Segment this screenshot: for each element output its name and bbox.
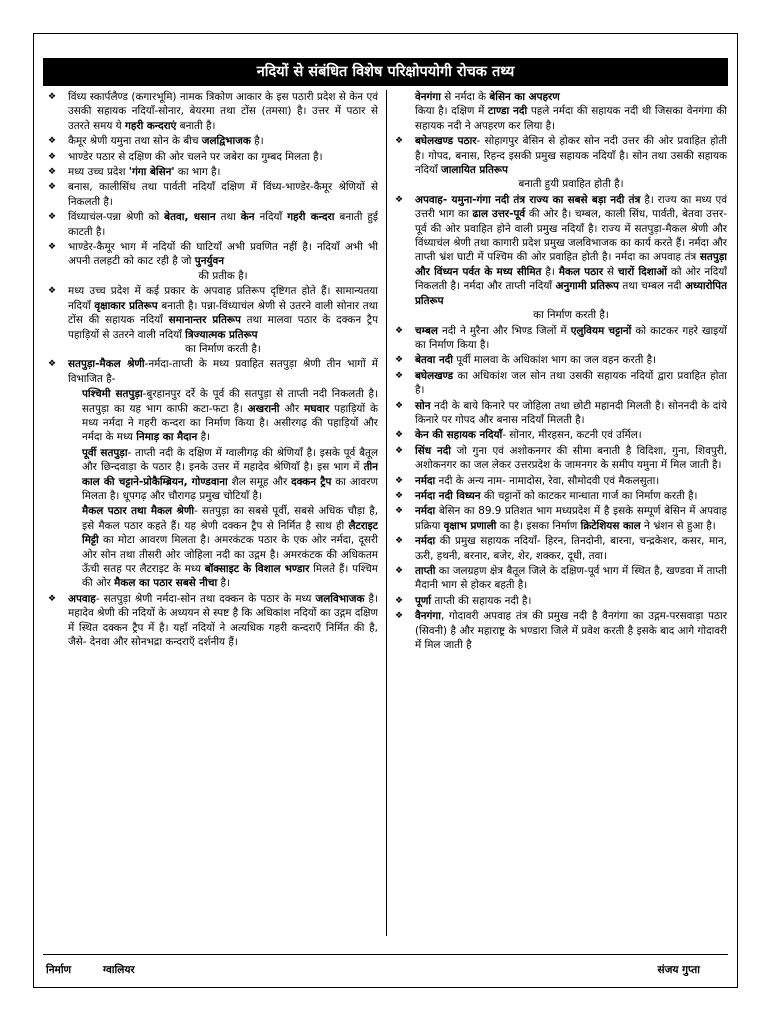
bullet-icon: ❖ (395, 194, 404, 205)
bullet-icon: ❖ (395, 325, 404, 336)
left-column (46, 90, 378, 936)
footer-city: ग्वालियर (103, 964, 135, 976)
list-item: ❖ बघेलखण्ड पठार- सोहागपुर बेसिन से होकर सोन नदी उत्तर की ओर प्रवाहित होती है। गोपद, बनास, रिहन्द इसकी प्रमुख सहायक नदियाँ है। सोन तथा उसकी सहायक नदियाँ जालायित प्रतिरूप बनाती हुयी प्रवाहित होती है। (395, 135, 727, 191)
list-item: ❖ पूर्णा ताप्ती की सहायक नदी है। (395, 594, 532, 607)
bullet-icon: ❖ (395, 370, 404, 381)
column-divider (386, 90, 387, 936)
footer (46, 963, 728, 981)
list-item: ❖ सतपुड़ा-मैकल श्रेणी-नर्मदा-ताप्ती के मध्य प्रवाहित सतपुड़ा श्रेणी तीन भागों में विभाजित है- (48, 358, 378, 385)
bullet-icon: ❖ (395, 536, 404, 547)
right-column (393, 90, 727, 936)
bullet-icon: ❖ (395, 400, 404, 411)
bullet-icon: ❖ (48, 151, 57, 162)
list-item: ❖ नर्मदा नदी विध्यन की चट्टानों को काटकर मान्धाता गार्ज का निर्माण करती है। (395, 489, 698, 502)
bullet-icon: ❖ (395, 445, 404, 456)
bullet-icon: ❖ (395, 506, 404, 517)
bullet-icon: ❖ (48, 212, 57, 223)
footer-label: निर्माण (46, 964, 72, 976)
bullet-icon: ❖ (48, 359, 57, 370)
list-item: वेनगंगा से नर्मदा के बेसिन का अपहरण किया है। दक्षिण में टाण्डा नदी पहले नर्मदा की सहायक नदी थी जिसका वेनगंगा की सहायक नदी ने अपहरण कर लिया है। (415, 91, 727, 132)
list-item: ❖ नर्मदा की प्रमुख सहायक नदियाँ- हिरन, तिनदोनी, बारना, चन्द्रकेशर, कसर, मान, ऊरी, हथनी, बरनार, बजेर, शेर, शक्कर, दूधी, तवा। (395, 535, 727, 562)
sub-item: पूर्वी सतपुड़ा- ताप्ती नदी के दक्षिण में ग्वालीगढ़ की श्रेणियाँ है। इसके पूर्व बैतूल और छिन्दवाड़ा के पठार है। इनके उत्तर में महादेव श्रेणियाँ है। इस भाग में तीन काल की चट्टाने-प्रोकैम्ब्रियन, गोण्डवाना शैल समूह और दक्कन ट्रैप का आवरण मिलता है। धूपगढ़ और चौरागढ़ प्रमुख चोटियाँ है। (82, 446, 378, 502)
footer-author: संजय गुप्ता (657, 964, 700, 976)
bullet-icon: ❖ (48, 286, 57, 297)
bullet-icon: ❖ (395, 355, 404, 366)
list-item: ❖ अपवाह- सतपुड़ा श्रेणी नर्मदा-सोन तथा दक्कन के पठार के मध्य जलविभाजक है। महादेव श्रेणी की नदियों के अध्ययन से स्पष्ट है कि अधिकांश नदियों का उद्गम दक्षिण में स्थित दक्कन ट्रैप में है। यहाँ नदियों ने अत्यधिक गहरी कन्दराएँ निर्मित की है, जैसे- देनवा और सोनभद्रा कन्दराएँ दर्शनीय हैं। (48, 592, 378, 649)
bullet-icon: ❖ (48, 182, 57, 193)
bullet-icon: ❖ (395, 430, 404, 441)
sub-item: मैकल पठार तथा मैकल श्रेणी- सतपुड़ा का सबसे पूर्वी, सबसे अधिक चौड़ा है, इसे मैकल पठार कहते हैं। यह श्रेणी दक्कन ट्रैप से निर्मित है साथ ही लैटराइट मिट्टी का मोटा आवरण मिलता है। अमरकंटक पठार के एक ओर नर्मदा, दूसरी ओर सोन तथा तीसरी ओर जोहिला नदी का उद्गम है। अमरकंटक की अधिकतम ऊँची सतह पर लैटराइट के मध्य बॉक्साइट के विशाल भण्डार मिलते हैं। पश्चिम की ओर मैकल का पठार सबसे नीचा है। (82, 505, 378, 590)
list-item: ❖ विंध्य स्कार्पलैण्ड (कगारभूमि) नामक त्रिकोण आकार के इस पठारी प्रदेश से केन एवं उसकी सहायक नदियाँ-सोनार, बेयरमा तथा टोंस (तमसा) है। उत्तर में पठार से उतरते समय ये गहरी कन्दराएं बनाती है। (48, 91, 378, 132)
list-item: ❖ नर्मदा बेसिन का 89.9 प्रतिशत भाग मध्यप्रदेश में है इसके सम्पूर्ण बेसिन में अपवाह प्रक्रिया वृक्षाभ प्रणाली का है। इसका निर्माण क्रिटेशियस काल ने भ्रंशन से हुआ है। (395, 505, 727, 532)
list-item: ❖ सोन नदी के बाये किनारे पर जोहिला तथा छोटी महानदी मिलती है। सोननदी के दांये किनारे पर गोपद और बनास नदियाँ मिलती है। (395, 399, 727, 426)
footer-divider (43, 954, 728, 955)
bullet-icon: ❖ (48, 136, 57, 147)
list-item: ❖ चम्बल नदी ने मुरैना और भिण्ड जिलों में एलुवियम चट्टानों को काटकर गहरे खाइयों का निर्माण किया है। (395, 324, 727, 351)
bullet-icon: ❖ (48, 92, 57, 102)
list-item: ❖ कैमूर श्रेणी यमुना तथा सोन के बीच जलद्विभाजक है। (48, 135, 264, 148)
bullet-icon: ❖ (395, 595, 404, 606)
bullet-icon: ❖ (395, 566, 404, 576)
list-item: ❖ मध्य उच्च प्रदेश 'गंगा बेसिन' का भाग है। (48, 166, 221, 179)
bullet-icon: ❖ (395, 475, 404, 486)
sub-item: पश्चिमी सतपुड़ा-बुरहानपुर दर्रे के पूर्व की सतपुड़ा से ताप्ती नदी निकलती है। सतपुड़ा का यह भाग काफी कटा-फटा है। अखरानी और मघवार पहाड़ियों के मध्य नर्मदा ने गहरी कन्दरा का निर्माण किया है। असीरगढ़ की पहाड़ियों और नर्मदा के मध्य निमाड़ का मैदान है। (82, 388, 378, 444)
bullet-icon: ❖ (395, 611, 404, 622)
list-item: ❖ विंध्याचंल-पन्ना श्रेणी को बेतवा, धसान तथा केन नदियाँ गहरी कन्दरा बनाती हुई काटती है। (48, 211, 378, 238)
list-item: ❖ भाण्डेर पठार से दक्षिण की ओर चलने पर जबेरा का गुम्बद मिलता है। (48, 150, 323, 163)
list-item: ❖ भाण्डेर-कैमूर भाग में नदियों की घाटियाँ अभी प्रवणित नहीं है। नदियाँ अभी भी अपनी तलहटी को काट रही है जो पुनर्युवन की प्रतीक है। (48, 241, 378, 282)
list-item: ❖ नर्मदा नदी के अन्य नाम- नामादोस, रेवा, सौमोदवी एवं मैकलसुता। (395, 474, 660, 487)
page-title: नदियों से संबंधित विशेष परिक्षोपयोगी रोचक तथ्य (43, 58, 728, 86)
list-item: ❖ सिंध नदी जो गुना एवं अशोकनगर की सीमा बनाती है विदिशा, गुना, शिवपुरी, अशोकनगर का जल लेकर उत्तरप्रदेश के जामनगर के समीप यमुना में मिल जाती है। (395, 444, 727, 472)
list-item: ❖ बनास, कालीसिंध तथा पार्वती नदियाँ दक्षिण में विंध्य-भाण्डेर-कैमूर श्रेणियों से निकलती है। (48, 181, 378, 208)
list-item: ❖ बघेलखण्ड का अधिकांश जल सोन तथा उसकी सहायक नदियों द्वारा प्रवाहित होता है। (395, 369, 727, 397)
list-item: ❖ अपवाह- यमुना-गंगा नदी तंत्र राज्य का सबसे बड़ा नदी तंत्र है। राज्य का मध्य एवं उत्तरी भाग का ढाल उत्तर-पूर्व की ओर है। चम्बल, काली सिंध, पार्वती, बेतवा उत्तर-पूर्व की ओर प्रवाहित होने वाली प्रमुख नदियाँ है। राज्य में सतपुड़ा-मैकल श्रेणी और विंध्याचंल श्रेणी तथा कागारी प्रदेश प्रमुख जलविभाजक का कार्य करते हैं। नर्मदा और ताप्ती भ्रंश घाटी में पश्चिम की ओर प्रवाहित होती है। नर्मदा का अपवाह तंत्र सतपुड़ा और विंध्यन पर्वत के मध्य सीमित है। मैकल पठार से चारों दिशाओं को ओर नदियाँ निकलती है। नर्मदा और ताप्ती नदियाँ अनुगामी प्रतिरूप तथा चम्बल नदी अध्यारोपित प्रतिरूप का निर्माण करती है। (395, 193, 727, 322)
list-item: ❖ मध्य उच्च प्रदेश में कई प्रकार के अपवाह प्रतिरूप दृष्टिगत होते हैं। सामान्यतया नदियाँ वृक्षाकार प्रतिरूप बनाती है। पन्ना-विंध्याचंल श्रेणी से उतरने वाली सोनार तथा टोंस की सहायक नदियाँ समानान्तर प्रतिरूप तथा मालवा पठार के दक्कन ट्रैप पहाड़ियों से उतरने वाली नदियाँ त्रिज्यात्मक प्रतिरूप का निर्माण करती है। (48, 285, 378, 355)
bullet-icon: ❖ (48, 167, 57, 178)
bullet-icon: ❖ (48, 593, 57, 604)
list-item: ❖ वैनगंगा, गोदावरी अपवाह तंत्र की प्रमुख नदी है वैनगंगा का उद्गम-परसवाड़ा पठार (सिवनी) है और महाराष्ट्र के भण्डारा जिले में प्रवेश करती है इसके बाद आगे गोदावरी में मिल जाती है (395, 610, 727, 652)
bullet-icon: ❖ (395, 136, 404, 147)
list-item: ❖ केन की सहायक नदियाँ- सोनार, मीरहसन, कटनी एवं उर्मिल। (395, 429, 642, 442)
bullet-icon: ❖ (395, 490, 404, 501)
list-item: ❖ ताप्ती का जलग्रहण क्षेत्र बैतूल जिले के दक्षिण-पूर्व भाग में स्थित है, खण्डवा में ताप्ती मैदानी भाग से होकर बहती है। (395, 565, 727, 592)
list-item: ❖ बेतवा नदी पूर्वी मालवा के अधिकांश भाग का जल वहन करती है। (395, 354, 657, 367)
bullet-icon: ❖ (48, 242, 57, 253)
